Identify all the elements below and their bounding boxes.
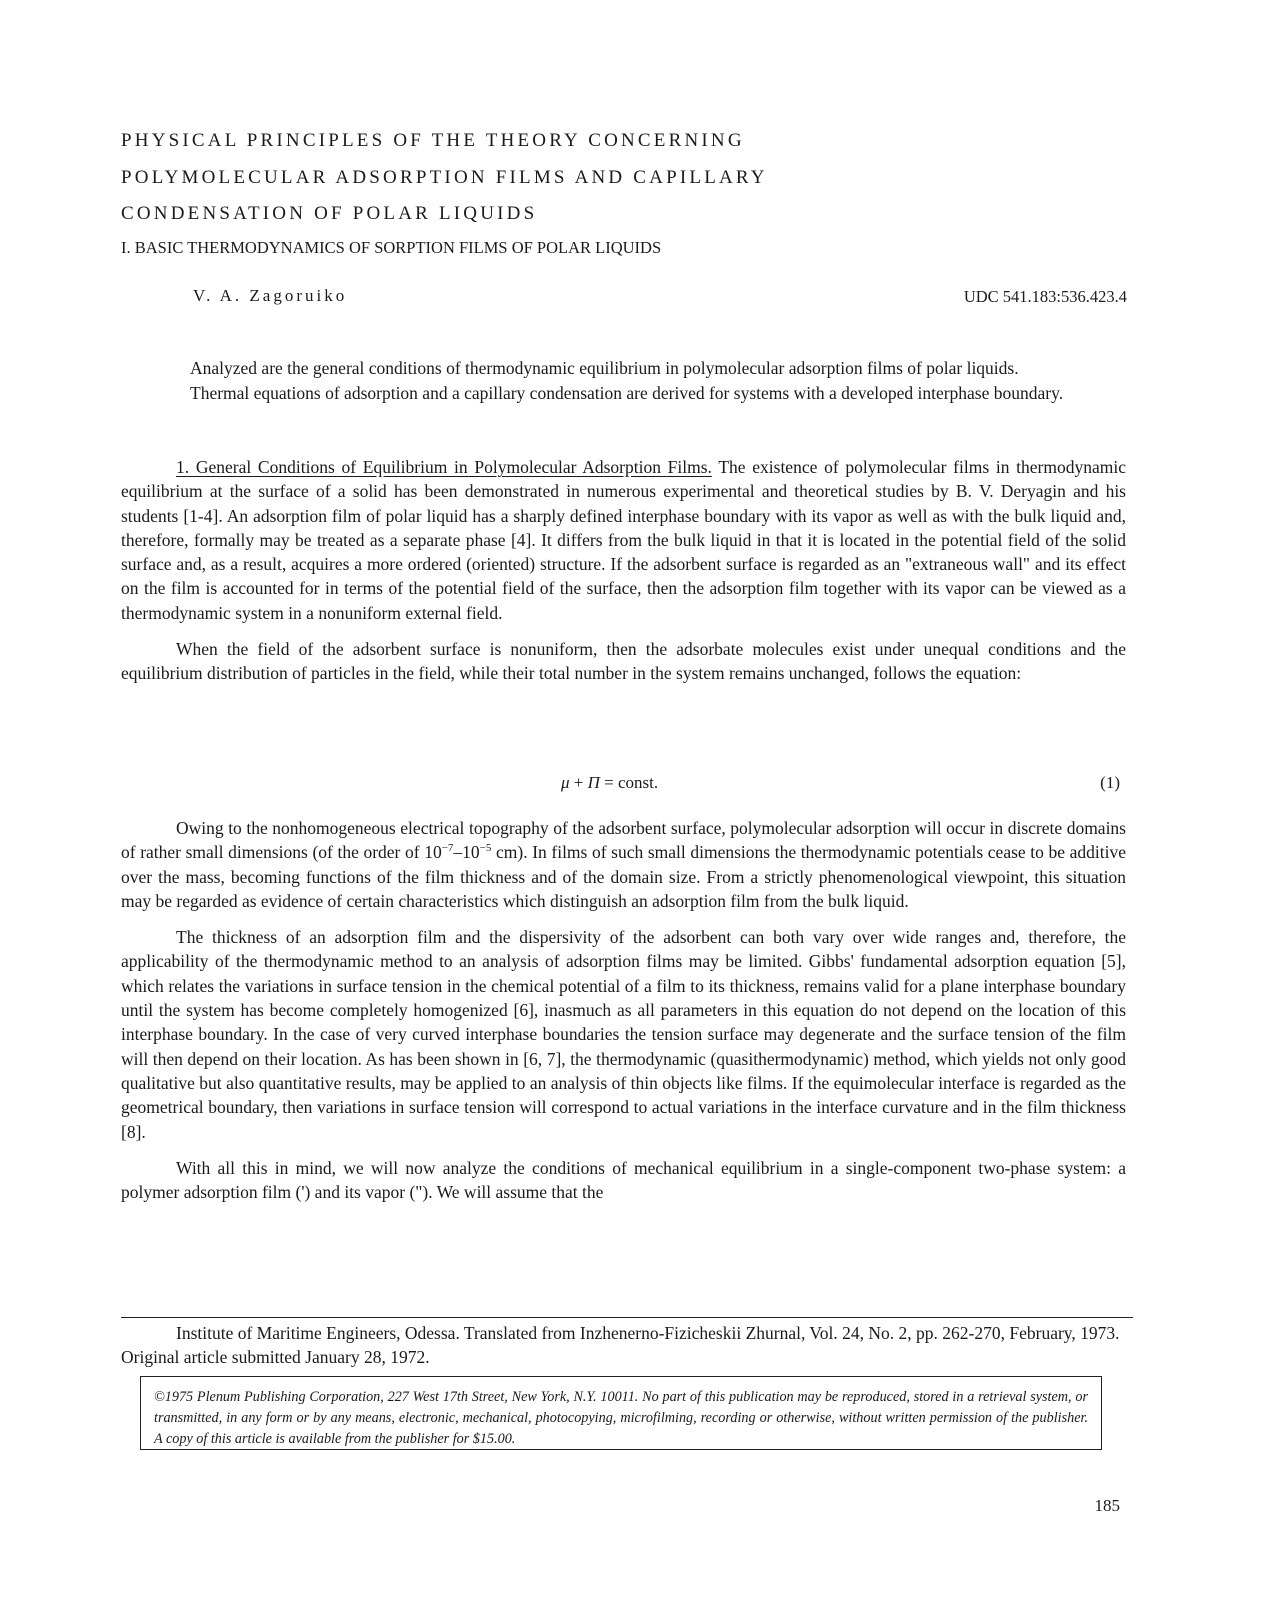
exponent-dash: –10 [453,842,480,863]
exponent-1: −7 [441,842,454,855]
eq-pi: Π [587,773,600,792]
equation-1 [121,773,1126,797]
abstract: Analyzed are the general conditions of thermodynamic equilibrium in polymolecular adsorption films of polar liquids. Thermal equations of adsorption and a capillary condensation are derived for systems with a developed interphase boundary. [190,358,1064,403]
paragraph-3 [121,816,1126,913]
paragraph-1-text: The existence of polymolecular films in thermodynamic equilibrium at the surface of a solid has been demonstrated in numerous experimental and theoretical studies by B. V. Deryagin and his students [1-4]. An adsorption film of polar liquid has a sharply defined interphase boundary with its vapor as well as with the bulk liquid and, therefore, formally may be treated as a separate phase [4]. It differs from the bulk liquid in that it is located in the potential field of the solid surface and, as a result, acquires a more ordered (oriented) structure. If the adsorbent surface is regarded as an "extraneous wall" and its effect on the film is accounted for in terms of the potential field of the surface, then the adsorption film together with its vapor can be viewed as a thermodynamic system in a nonuniform external field. [121,457,1126,623]
section-1-part-a [121,455,1126,686]
equation-number: (1) [1100,773,1120,792]
page-number: 185 [1094,1496,1120,1515]
exponent-2: −5 [479,842,492,855]
title-line-3: CONDENSATION OF POLAR LIQUIDS [121,203,538,224]
footnote-divider [121,1317,1133,1318]
copyright-text: ©1975 Plenum Publishing Corporation, 227 West 17th Street, New York, N.Y. 10011. No part of this publication may be reproduced, stored in a retrieval system, or transmitted, in any form or by any means, electronic, mechanical, photocopying, microfilming, recording or otherwise, without written permission of the publisher. A copy of this article is available from the publisher for $15.00. [154,1389,1088,1447]
footnote-text: Institute of Maritime Engineers, Odessa. Translated from Inzhenerno-Fizicheskii Zhurnal, Vol. 24, No. 2, pp. 262-270, February, 1973. Original article submitted January 28, 1972. [121,1323,1120,1367]
paragraph-3-text-b: cm). In films of such small dimensions the thermodynamic potentials cease to be additive over the mass, becoming functions of the film thickness and of the domain size. From a strictly phenomenological viewpoint, this situation may be regarded as evidence of certain characteristics which distinguish an adsorption film from the bulk liquid. [121,842,1126,911]
paper-subtitle: I. BASIC THERMODYNAMICS OF SORPTION FILMS OF POLAR LIQUIDS [121,238,662,257]
equation-body [561,773,658,793]
paragraph-1 [121,455,1126,625]
eq-mu: μ [561,773,570,792]
author-name: V. A. Zagoruiko [193,286,348,305]
section-heading: 1. General Conditions of Equilibrium in Polymolecular Adsorption Films. [176,457,712,477]
title-line-2: POLYMOLECULAR ADSORPTION FILMS AND CAPILLARY [121,167,768,188]
title-line-1: PHYSICAL PRINCIPLES OF THE THEORY CONCERNING [121,130,745,151]
paragraph-5: With all this in mind, we will now analyze the conditions of mechanical equilibrium in a single-component two-phase system: a polymer adsorption film (') and its vapor ("). We will assume that the [121,1157,1126,1203]
footnote [121,1321,1131,1369]
paragraph-4: The thickness of an adsorption film and the dispersivity of the adsorbent can both vary over wide ranges and, therefore, the applicability of the thermodynamic method to an analysis of adsorption films may be limited. Gibbs' fundamental adsorption equation [5], which relates the variations in surface tension in the chemical potential of a film to its thickness, remains valid for a plane interphase boundary until the system has become completely homogenized [6], inasmuch as all parameters in this equation do not depend on the location of this interphase boundary. In the case of very curved interphase boundaries the tension surface may degenerate and the surface tension of the film will then depend on their location. As has been shown in [6, 7], the thermodynamic (quasithermodynamic) method, which yields not only good qualitative but also quantitative results, may be applied to an analysis of thin objects like films. If the equimolecular interface is regarded as the geometrical boundary, then variations in surface tension will correspond to actual variations in the interface curvature and in the film thickness [8]. [121,927,1126,1142]
copyright-box [140,1376,1102,1450]
eq-rest: = const. [599,773,659,792]
eq-plus: + [569,773,588,792]
paragraph-2: When the field of the adsorbent surface is nonuniform, then the adsorbate molecules exist under unequal conditions and the equilibrium distribution of particles in the field, while their total number in the system remains unchanged, follows the equation: [121,639,1126,684]
paragraph-3-text-a: Owing to the nonhomogeneous electrical topography of the adsorbent surface, polymolecular adsorption will occur in discrete domains of rather small dimensions (of the order of 10 [121,818,1126,863]
section-1-part-b [121,816,1126,1204]
udc-code: UDC 541.183:536.423.4 [963,287,1127,306]
